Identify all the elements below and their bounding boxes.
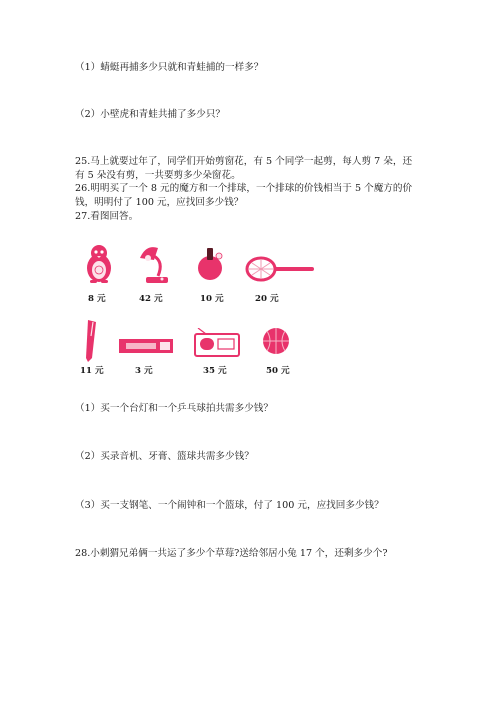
pen-icon (80, 318, 102, 364)
price-label: 8 元 (88, 294, 106, 304)
toothpaste-icon (118, 336, 174, 356)
price-label: 3 元 (135, 366, 153, 376)
desk-lamp-icon (136, 244, 172, 286)
question-27-3: （3）买一支钢笔、一个闹钟和一个篮球，付了 100 元，应找回多少钱？ (75, 500, 384, 511)
basketball-icon (261, 326, 291, 356)
price-label: 10 元 (200, 294, 224, 304)
radio-icon (194, 328, 240, 358)
ping-pong-paddle-icon (195, 246, 225, 286)
question-25-line-2: 有 5 朵没有剪，一共要剪多少朵窗花。 (75, 170, 241, 181)
question-1-2: （2）小壁虎和青蛙共捕了多少只？ (75, 109, 226, 120)
question-26-line-1: 26.明明买了一个 8 元的魔方和一个排球，一个排球的价钱相当于 5 个魔方的价 (75, 183, 413, 194)
question-28: 28.小刺猬兄弟俩一共运了多少个草莓?送给邻居小兔 17 个，还剩多少个? (75, 548, 388, 559)
price-label: 11 元 (80, 366, 104, 376)
question-27-1: （1）买一个台灯和一个乒乓球拍共需多少钱？ (75, 403, 273, 414)
tennis-racket-icon (244, 255, 316, 283)
price-label: 20 元 (255, 294, 279, 304)
price-label: 42 元 (139, 294, 163, 304)
price-label: 35 元 (203, 366, 227, 376)
question-25-line-1: 25.马上就要过年了，同学们开始剪窗花，有 5 个同学一起剪，每人剪 7 朵，还 (75, 156, 413, 167)
question-27-2: （2）买录音机、牙膏、篮球共需多少钱？ (75, 451, 254, 462)
penguin-clock-icon (84, 244, 114, 284)
question-1-1: （1）蜻蜓再捕多少只就和青蛙捕的一样多？ (75, 62, 264, 73)
question-26-line-2: 钱，明明付了 100 元，应找回多少钱？ (75, 197, 244, 208)
price-label: 50 元 (266, 366, 290, 376)
question-27-title: 27.看图回答。 (75, 211, 139, 222)
